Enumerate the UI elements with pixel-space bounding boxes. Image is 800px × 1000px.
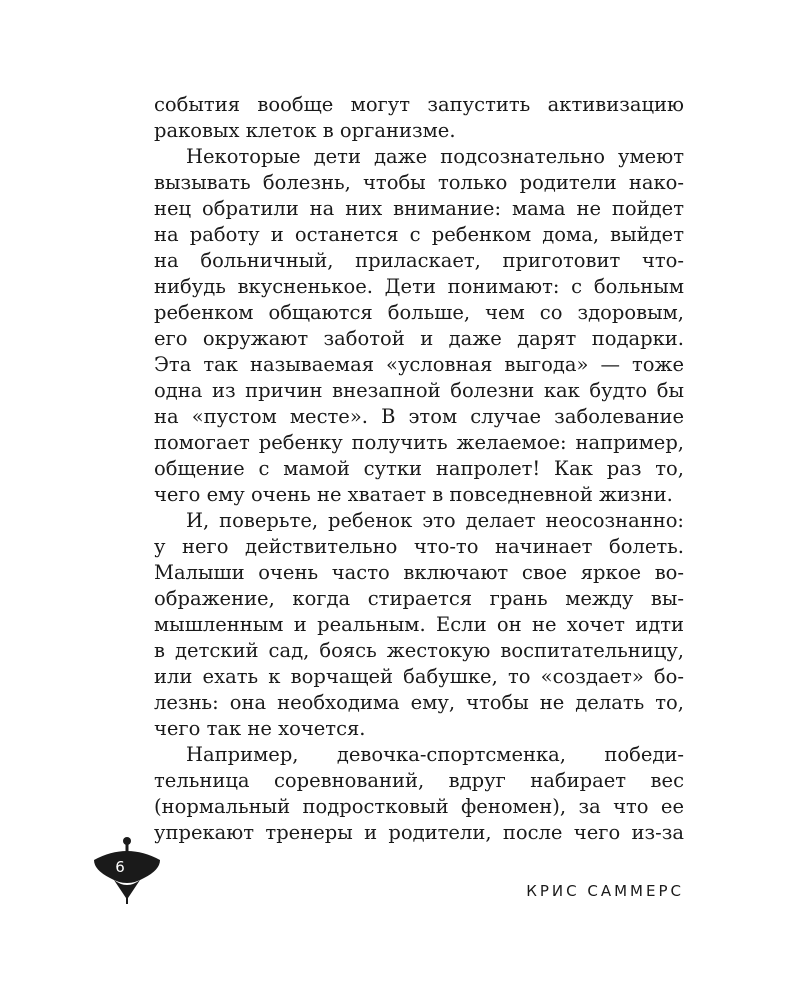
text-line: Например, девочка-спортсменка, победи- bbox=[186, 743, 684, 766]
text-line: лезнь: она необходима ему, чтобы не делать то, bbox=[154, 691, 684, 714]
text-line: чего ему очень не хватает в повседневной жизни. bbox=[154, 483, 673, 506]
page-number: 6 bbox=[115, 858, 125, 876]
text-line: у него действительно что-то начинает болеть. bbox=[154, 535, 684, 558]
text-line: тельница соревнований, вдруг набирает вес bbox=[154, 769, 684, 792]
text-line: (нормальный подростковый феномен), за что ее bbox=[154, 795, 684, 818]
text-line: события вообще могут запустить активизацию bbox=[154, 93, 684, 116]
text-line: раковых клеток в организме. bbox=[154, 119, 456, 142]
text-line: ображение, когда стирается грань между вы- bbox=[154, 587, 684, 610]
text-line: на больничный, приласкает, приготовит что- bbox=[154, 249, 684, 272]
text-line: общение с мамой сутки напролет! Как раз то, bbox=[154, 457, 684, 480]
page-body bbox=[154, 92, 684, 846]
text-line: мышленным и реальным. Если он не хочет идти bbox=[154, 613, 684, 636]
text-line: в детский сад, боясь жестокую воспитательницу, bbox=[154, 639, 684, 662]
text-line: ребенком общаются больше, чем со здоровым, bbox=[154, 301, 684, 324]
text-line: на работу и останется с ребенком дома, выйдет bbox=[154, 223, 684, 246]
text-line: Малыши очень часто включают свое яркое во- bbox=[154, 561, 684, 584]
text-line: упрекают тренеры и родители, после чего из-за bbox=[154, 821, 684, 844]
text-line: нец обратили на них внимание: мама не пойдет bbox=[154, 197, 684, 220]
text-line: вызывать болезнь, чтобы только родители нако- bbox=[154, 171, 684, 194]
running-footer-title: КРИС САММЕРС bbox=[526, 882, 684, 900]
text-line: или ехать к ворчащей бабушке, то «создает» бо- bbox=[154, 665, 684, 688]
text-line: И, поверьте, ребенок это делает неосознанно: bbox=[186, 509, 684, 532]
text-line: одна из причин внезапной болезни как будто бы bbox=[154, 379, 684, 402]
text-line: на «пустом месте». В этом случае заболевание bbox=[154, 405, 684, 428]
text-line: его окружают заботой и даже дарят подарки. bbox=[154, 327, 684, 350]
text-line: нибудь вкусненькое. Дети понимают: с больным bbox=[154, 275, 684, 298]
text-line: помогает ребенку получить желаемое: например, bbox=[154, 431, 684, 454]
text-line: чего так не хочется. bbox=[154, 717, 366, 740]
text-line: Эта так называемая «условная выгода» — тоже bbox=[154, 353, 684, 376]
text-line: Некоторые дети даже подсознательно умеют bbox=[186, 145, 684, 168]
